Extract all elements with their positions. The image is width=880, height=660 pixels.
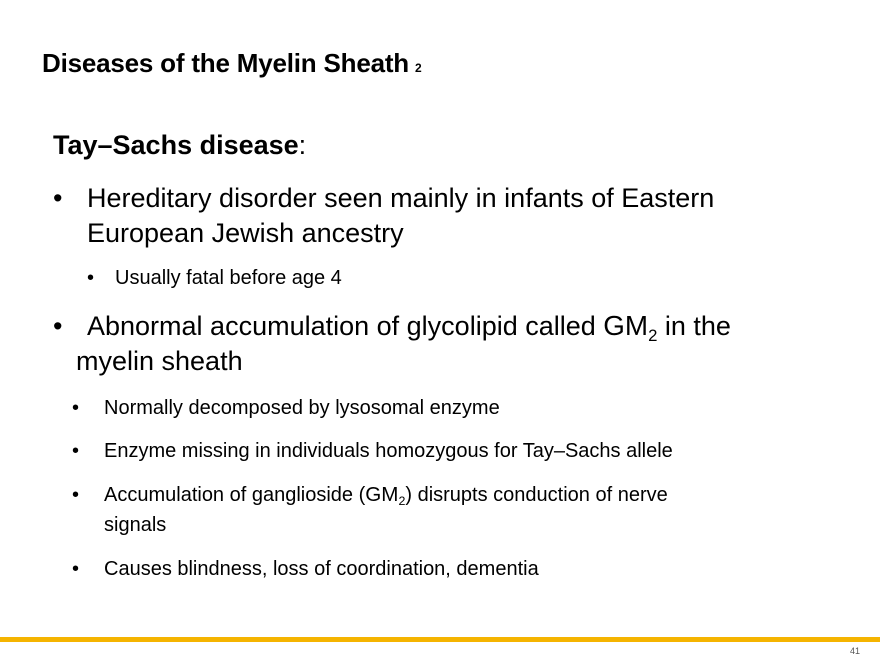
- gm2-formula: GM: [365, 483, 399, 506]
- sub-bullet-dot: •: [72, 558, 80, 580]
- bullet-1-line-2: European Jewish ancestry: [87, 218, 404, 248]
- section-heading-colon: :: [298, 130, 307, 160]
- bullet-2-text-post: in the: [657, 311, 731, 341]
- sub-bullet-3-text-post: ) disrupts conduction of nerve: [405, 484, 668, 506]
- sub-bullet-3-text-pre: Accumulation of ganglioside (: [104, 484, 366, 506]
- sub-bullet-3-line-2: signals: [104, 514, 167, 536]
- bullet-1-sub-1: Usually fatal before age 4: [115, 267, 342, 289]
- sub-bullet-dot: •: [72, 397, 80, 419]
- sub-bullet-dot: •: [72, 484, 80, 506]
- bullet-2-line-1: [87, 309, 731, 347]
- sub-bullet-dot: •: [72, 440, 80, 462]
- bullet-dot: •: [53, 311, 63, 341]
- gm2-subscript: 2: [398, 494, 406, 509]
- bullet-1-line-1: Hereditary disorder seen mainly in infants of Eastern: [87, 183, 715, 213]
- sub-bullet-3-line-1: [104, 481, 668, 511]
- sub-bullet-2: Enzyme missing in individuals homozygous for Tay–Sachs allele: [104, 440, 673, 462]
- bullet-2-text-pre: Abnormal accumulation of glycolipid called: [87, 311, 604, 341]
- bullet-2-line-2: myelin sheath: [76, 346, 243, 376]
- gm2-formula: GM: [603, 310, 649, 341]
- sub-bullet-1: Normally decomposed by lysosomal enzyme: [104, 397, 500, 419]
- section-heading-bold: Tay–Sachs disease: [53, 130, 299, 160]
- slide-title-text: Diseases of the Myelin Sheath: [42, 48, 409, 78]
- sub-bullet-dot: •: [87, 267, 95, 289]
- section-heading: [53, 130, 306, 161]
- page-number: 41: [849, 646, 860, 656]
- bullet-dot: •: [53, 183, 63, 213]
- slide-title: [42, 48, 421, 79]
- slide-title-number: 2: [415, 61, 422, 75]
- footer-accent-bar: [0, 637, 880, 642]
- sub-bullet-4: Causes blindness, loss of coordination, dementia: [104, 558, 539, 580]
- gm2-subscript: 2: [648, 325, 658, 345]
